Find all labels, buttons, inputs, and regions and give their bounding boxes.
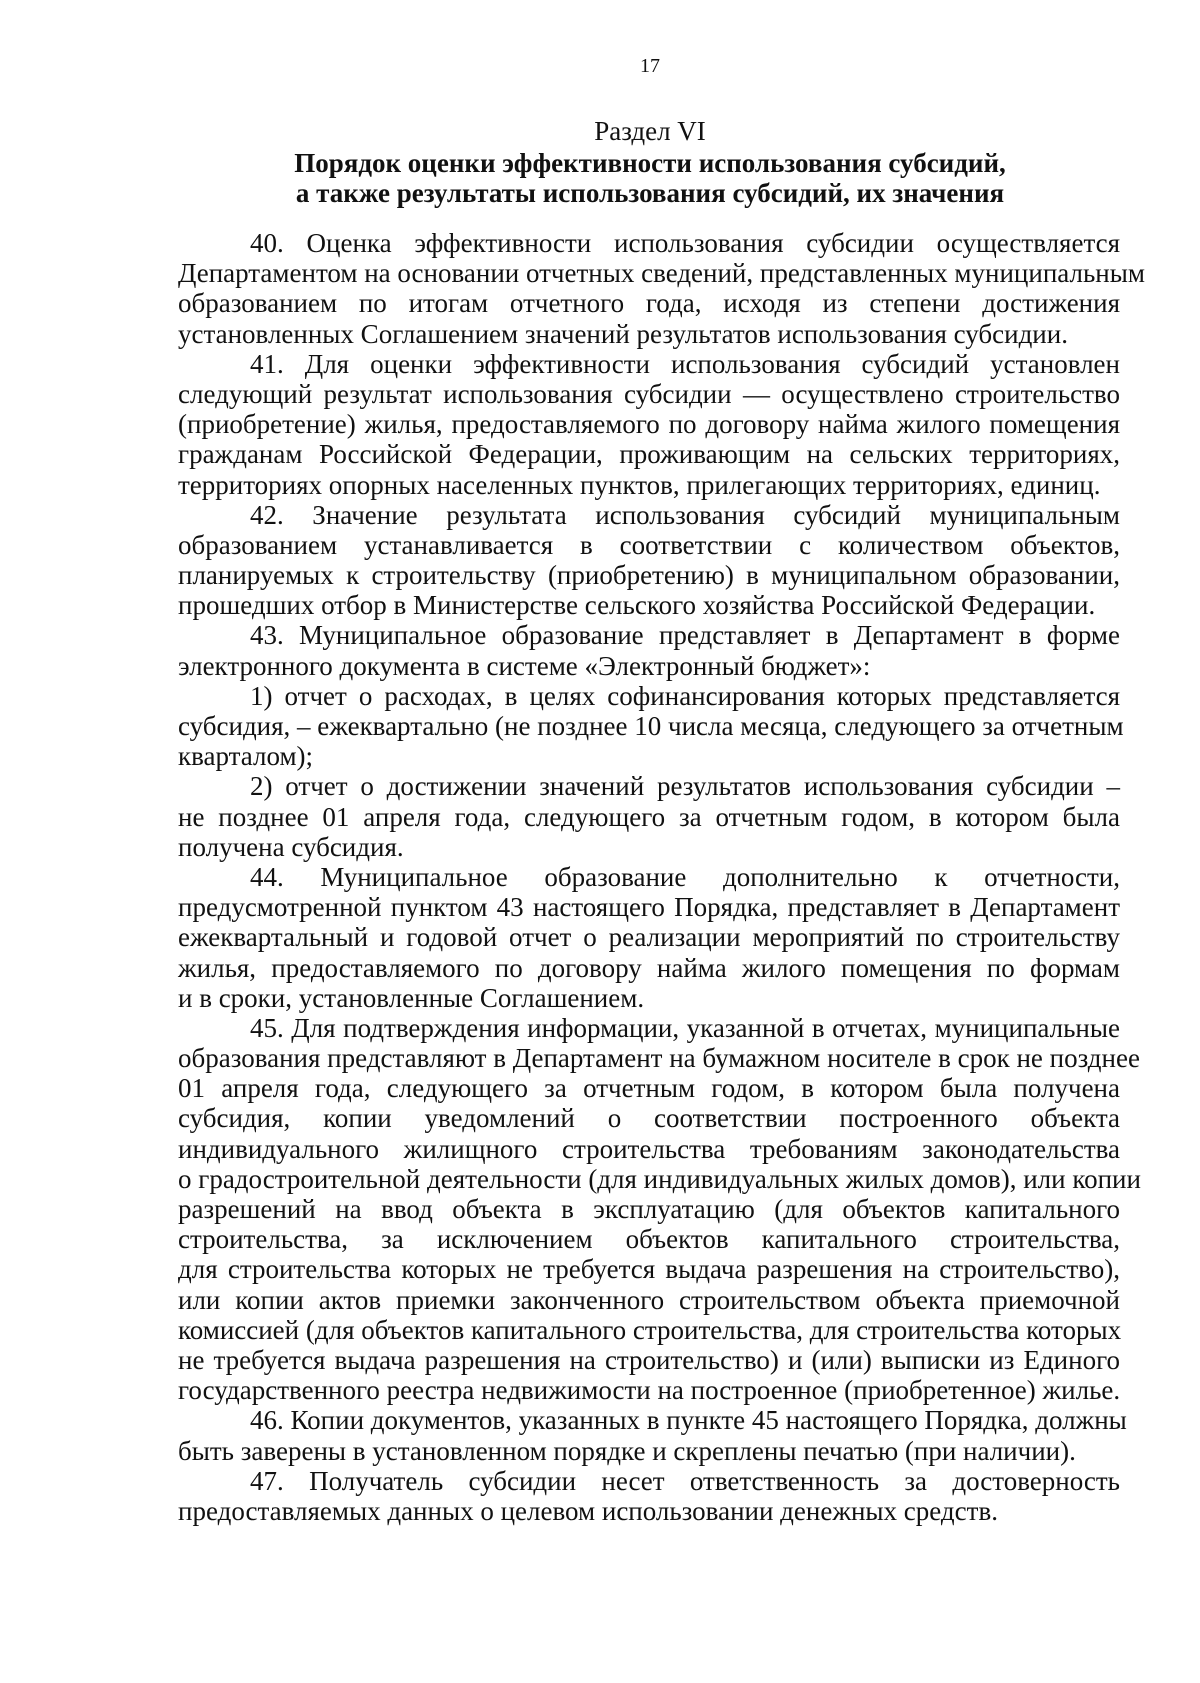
- section-heading-line-1: Порядок оценки эффективности использования субсидий,: [294, 148, 1006, 178]
- body-text-line: предусмотренной пунктом 43 настоящего Порядка, представляет в Департамент: [178, 892, 1120, 923]
- body-text-line: быть заверены в установленном порядке и скреплены печатью (при наличии).: [178, 1435, 1076, 1466]
- body-text-line: не требуется выдача разрешения на строительство) и (или) выписки из Единого: [178, 1344, 1120, 1375]
- body-text-line: территориях опорных населенных пунктов, прилегающих территориях, единиц.: [178, 469, 1101, 500]
- body-text-line: для строительства которых не требуется выдача разрешения на строительство),: [178, 1254, 1120, 1285]
- paragraph-first-line: 42. Значение результата использования субсидий муниципальным: [250, 499, 1120, 530]
- page-number: 17: [640, 55, 660, 77]
- body-text-line: комиссией (для объектов капитального строительства, для строительства которых: [178, 1314, 1122, 1345]
- section-label: Раздел VI: [594, 116, 706, 146]
- paragraph-first-line: 40. Оценка эффективности использования субсидии осуществляется: [250, 228, 1120, 258]
- paragraph-first-line: 1) отчет о расходах, в целях софинансирования которых представляется: [250, 680, 1120, 711]
- body-text-line: образованием по итогам отчетного года, исходя из степени достижения: [178, 288, 1120, 319]
- paragraph-first-line: 2) отчет о достижении значений результатов использования субсидии –: [250, 771, 1120, 802]
- body-text-line: не позднее 01 апреля года, следующего за отчетным годом, в котором была: [178, 801, 1120, 832]
- body-text-line: ежеквартальный и годовой отчет о реализации мероприятий по строительству: [178, 922, 1120, 953]
- body-text-line: образованием устанавливается в соответствии с количеством объектов,: [178, 529, 1120, 560]
- body-text-line: прошедших отбор в Министерстве сельского хозяйства Российской Федерации.: [178, 590, 1096, 621]
- body-text-line: индивидуального жилищного строительства требованиям законодательства: [178, 1133, 1120, 1164]
- paragraph-first-line: 43. Муниципальное образование представляет в Департамент в форме: [250, 620, 1120, 651]
- body-text-line: Департаментом на основании отчетных сведений, представленных муниципальным: [178, 258, 1145, 289]
- paragraph-first-line: 46. Копии документов, указанных в пункте 45 настоящего Порядка, должны: [250, 1405, 1127, 1436]
- body-text-line: и в сроки, установленные Соглашением.: [178, 982, 645, 1013]
- body-text-line: планируемых к строительству (приобретению) в муниципальном образовании,: [178, 560, 1120, 591]
- body-text-line: установленных Соглашением значений результатов использования субсидии.: [178, 318, 1068, 349]
- body-text-line: государственного реестра недвижимости на построенное (приобретенное) жилье.: [178, 1375, 1121, 1406]
- body-text-line: электронного документа в системе «Электронный бюджет»:: [178, 650, 871, 681]
- paragraph-first-line: 45. Для подтверждения информации, указанной в отчетах, муниципальные: [250, 1012, 1120, 1043]
- body-text-line: разрешений на ввод объекта в эксплуатацию (для объектов капитального: [178, 1194, 1120, 1224]
- body-text-line: образования представляют в Департамент на бумажном носителе в срок не позднее: [178, 1043, 1140, 1074]
- paragraph-first-line: 41. Для оценки эффективности использования субсидий установлен: [250, 348, 1120, 379]
- body-text-line: гражданам Российской Федерации, проживающим на сельских территориях,: [178, 439, 1120, 470]
- body-text-line: или копии актов приемки законченного строительством объекта приемочной: [178, 1284, 1120, 1315]
- body-text-line: предоставляемых данных о целевом использовании денежных средств.: [178, 1495, 998, 1526]
- body-text-line: строительства, за исключением объектов капитального строительства,: [178, 1224, 1120, 1255]
- body-text-line: субсидия, – ежеквартально (не позднее 10 числа месяца, следующего за отчетным: [178, 711, 1124, 741]
- body-text-line: субсидия, копии уведомлений о соответствии построенного объекта: [178, 1103, 1120, 1134]
- document-body: [178, 228, 1145, 1526]
- body-text-line: жилья, предоставляемого по договору найма жилого помещения по формам: [178, 952, 1120, 983]
- body-text-line: о градостроительной деятельности (для индивидуальных жилых домов), или копии: [178, 1163, 1141, 1194]
- body-text-line: 01 апреля года, следующего за отчетным годом, в котором была получена: [178, 1073, 1120, 1104]
- body-text-line: получена субсидия.: [178, 831, 404, 862]
- body-text-line: (приобретение) жилья, предоставляемого по договору найма жилого помещения: [178, 409, 1120, 440]
- paragraph-first-line: 47. Получатель субсидии несет ответственность за достоверность: [250, 1465, 1120, 1496]
- paragraph-first-line: 44. Муниципальное образование дополнительно к отчетности,: [250, 861, 1120, 892]
- body-text-line: кварталом);: [178, 741, 314, 772]
- body-text-line: следующий результат использования субсидии — осуществлено строительство: [178, 378, 1120, 409]
- section-heading-line-2: а также результаты использования субсидий, их значения: [295, 178, 1005, 208]
